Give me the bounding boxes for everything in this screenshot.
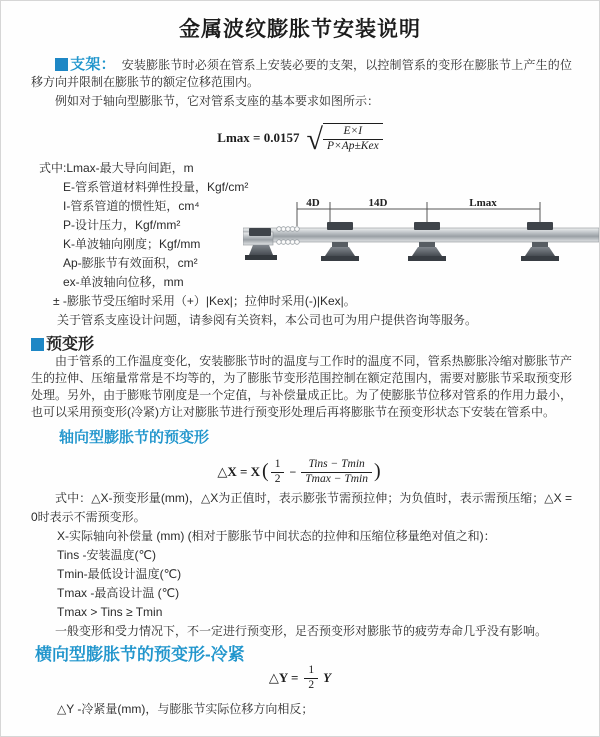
definition-line: Ap-膨胀节有效面积，cm² [63, 256, 198, 270]
formula-lmax-denominator: P×Ap±Kex [326, 139, 379, 152]
support-example-line: 例如对于轴向型膨胀节，它对管系支座的基本要求如图所示： [55, 94, 380, 108]
definition-line: ± -膨胀节受压缩时采用（+）|Kex|；拉伸时采用(-)|Kex|。 [53, 294, 356, 308]
half-denominator: 2 [274, 472, 281, 485]
support-intro-text: 安装膨胀节时必须在管系上安装必要的支架，以控制管系的变形在膨胀节上产生的位移方向并限制在膨胀节的额定位移范围内。 [31, 58, 572, 89]
explanation-line: Tmin-最低设计温度(℃) [57, 567, 182, 581]
predeform-paragraph: 由于管系的工作温度变化，安装膨胀节时的温度与工作时的温度不同，管系热膨胀冷缩对膨胀节产生的拉伸、压缩量常常是不均等的，为了膨胀节变形范围控制在额定范围内，需要对膨胀节采取预变形处理。另外，由于膨账节刚度是一个定值，与补偿量成正比。为了使膨胀节位移对管系的作用力最小，也可以采用预变形(冷紧)方让对膨胀节进行预变形处理后再将膨胀节在预变形状态下安装在管系中。 [31, 354, 572, 419]
open-paren: ( [262, 460, 269, 482]
definition-line: ex-单波轴向位移，mm [63, 275, 184, 289]
section-marker-icon [31, 338, 44, 351]
section-marker-icon [55, 58, 68, 71]
definition-line: P-设计压力，Kgf/mm² [63, 218, 181, 232]
formula-delta-x-lhs: △X = X [217, 464, 261, 479]
minus-operator: − [289, 464, 297, 479]
formula-lmax-numerator: E×I [323, 125, 383, 139]
formula-delta-y-lhs: △Y = [268, 670, 299, 685]
predeform-heading-text: 预变形 [46, 336, 95, 353]
explanation-line: 一般变形和受力情况下，不一定进行预变形，足否预变形对膨胀节的疲劳寿命几乎没有影响。 [55, 624, 548, 638]
support-section-paragraph [31, 56, 572, 91]
axial-subheading: 轴向型膨胀节的预变形 [59, 429, 210, 446]
lateral-subheading: 横向型膨胀节的预变形-冷紧 [35, 645, 245, 664]
formula-delta-y-rhs: Y [323, 670, 332, 685]
definition-line: 式中:Lmax-最大导向间距，m [39, 161, 194, 175]
half-fraction [304, 664, 318, 691]
support-heading: 支架： [70, 56, 116, 73]
formula-lmax-lhs: Lmax = 0.0157 [217, 130, 300, 145]
definition-line: K-单波轴向刚度；Kgf/mm [63, 237, 201, 251]
formula-lmax: Lmax = 0.0157 √ $\frac{E\times I}{\text{P×Ap±Kex}}$ [1, 121, 599, 155]
half-denominator: 2 [308, 678, 315, 691]
half-fraction [271, 458, 285, 485]
formula-delta-x [1, 456, 599, 488]
explanation-line: Tins -安装温度(℃) [57, 548, 157, 562]
explanation-line: 式中：△X-预变形量(mm)，△X为正值时，表示膨张节需预拉伸；为负值时，表示需预压缩；△X = 0时表示不需预变形。 [31, 491, 572, 524]
formula-lmax-fraction [323, 123, 383, 152]
temperature-fraction [301, 458, 372, 485]
page-title: 金属波纹膨胀节安装说明 [179, 18, 421, 41]
lateral-note-line: △Y -冷紧量(mm)，与膨胀节实际位移方向相反； [57, 702, 314, 716]
definition-line: E-管系管道材料弹性投量，Kgf/cm² [63, 180, 249, 194]
half-numerator: 1 [304, 664, 318, 678]
explanation-line: X-实际轴向补偿量 (mm) (相对于膨胀节中间状态的拉伸和压缩位移量绝对值之和)： [57, 529, 496, 543]
predeform-section-heading [31, 331, 94, 354]
half-numerator: 1 [271, 458, 285, 472]
definition-line: I-管系管道的惯性矩，cm⁴ [63, 199, 200, 213]
pipe-support-diagram [243, 195, 599, 267]
diagram-dim-label-4d: 4D [306, 197, 320, 209]
diagram-dim-label-14d: 14D [368, 197, 388, 209]
axial-explanations [31, 489, 572, 641]
formula-delta-y [1, 664, 599, 692]
diagram-dim-label-lmax: Lmax [469, 197, 497, 209]
explanation-line: Tmax > Tins ≥ Tmin [57, 605, 163, 619]
temperature-denominator: Tmax − Tmin [305, 472, 368, 485]
temperature-numerator: Tins − Tmin [301, 458, 372, 472]
explanation-line: Tmax -最高设计温 (℃) [57, 586, 180, 600]
definition-note-line: 关于管系支座设计问题，请参阅有关资料，本公司也可为用户提供咨询等服务。 [57, 313, 478, 327]
close-paren: ) [374, 460, 381, 482]
